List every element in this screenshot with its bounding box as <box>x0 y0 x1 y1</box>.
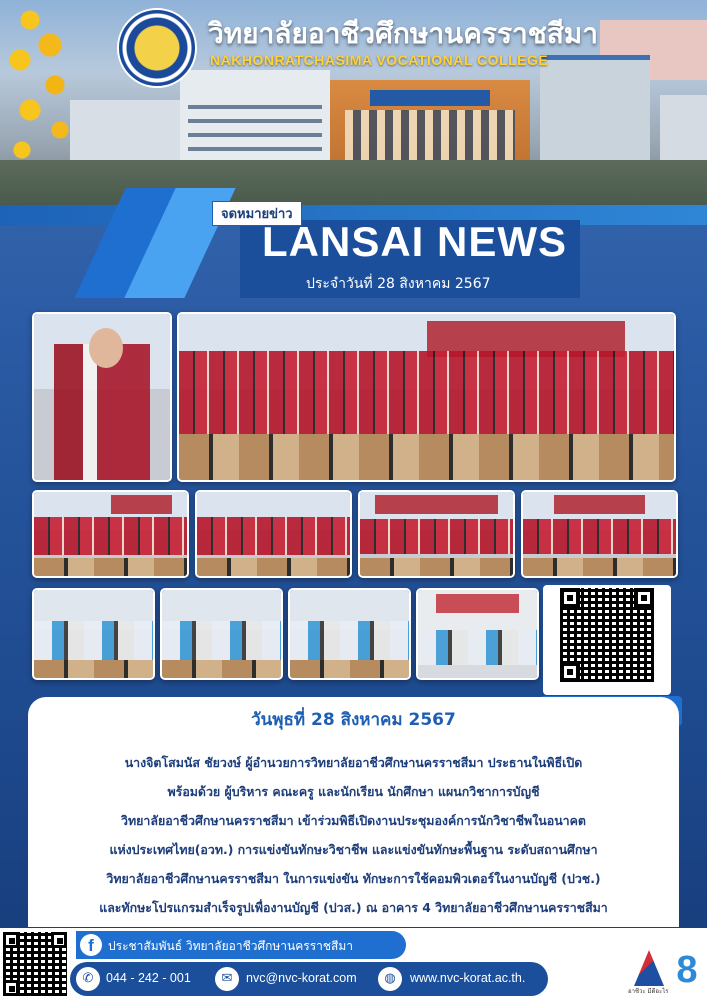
photo-competition-1 <box>32 588 155 680</box>
qr-finder <box>560 662 580 682</box>
article-line: วิทยาลัยอาชีวศึกษานครราชสีมา เข้าร่วมพิธีเปิดงานประชุมองค์การนักวิชาชีพในอนาคต <box>121 813 586 828</box>
photo-competition-2 <box>160 588 283 680</box>
article-line: วิทยาลัยอาชีวศึกษานครราชสีมา ในการแข่งขัน ทักษะการใช้คอมพิวเตอร์ในงานบัญชี (ปวช.) <box>106 871 601 886</box>
website-url[interactable]: www.nvc-korat.ac.th. <box>410 971 526 985</box>
photo-competition-4 <box>416 588 539 680</box>
phone-icon: ✆ <box>76 967 100 991</box>
photo-ceremony-4 <box>521 490 678 578</box>
photo-ceremony-2 <box>195 490 352 578</box>
college-seal-logo <box>117 8 197 88</box>
qr-finder <box>634 588 654 608</box>
facebook-icon: f <box>80 934 102 956</box>
article-line: นางจิตโสมนัส ชัยวงษ์ ผู้อำนวยการวิทยาลัยอาชีวศึกษานครราชสีมา ประธานในพิธีเปิด <box>124 755 583 770</box>
email-icon: ✉ <box>215 967 239 991</box>
issue-date: ประจำวันที่ 28 สิงหาคม 2567 <box>306 276 491 292</box>
photo-competition-3 <box>288 588 411 680</box>
qr-finder <box>560 588 580 608</box>
flower-decoration <box>0 0 80 170</box>
article-line: และทักษะโปรแกรมสำเร็จรูปเพื่องานบัญชี (ปวส.) ณ อาคาร 4 วิทยาลัยอาชีวศึกษานครราชสีมา <box>99 900 608 915</box>
photo-ceremony-1 <box>32 490 189 578</box>
photo-group-opening <box>177 312 676 482</box>
facebook-page-name[interactable]: ประชาสัมพันธ์ วิทยาลัยอาชีวศึกษานครราชสีมา <box>108 939 354 953</box>
photo-director-portrait <box>32 312 172 482</box>
qr-finder <box>3 980 19 996</box>
newsletter-label: จดหมายข่าว <box>212 201 302 226</box>
event-date: วันพุธที่ 28 สิงหาคม 2567 <box>251 710 456 730</box>
building <box>660 95 707 165</box>
email-address[interactable]: nvc@nvc-korat.com <box>246 971 357 985</box>
ovec-logo: 8 <box>676 949 698 991</box>
building <box>540 60 650 170</box>
phone-number[interactable]: 044 - 242 - 001 <box>106 971 191 985</box>
college-name-english: NAKHONRATCHASIMA VOCATIONAL COLLEGE <box>210 52 549 68</box>
newsletter-title: LANSAI NEWS <box>262 218 567 265</box>
college-name-thai: วิทยาลัยอาชีวศึกษานครราชสีมา <box>208 17 598 50</box>
globe-icon: ◍ <box>378 967 402 991</box>
campus-grounds <box>0 160 707 205</box>
qr-finder <box>3 932 19 948</box>
article-line: แห่งประเทศไทย(อวท.) การแข่งขันทักษะวิชาชีพ และแข่งขันทักษะพื้นฐาน ระดับสถานศึกษา <box>109 842 598 857</box>
photo-ceremony-3 <box>358 490 515 578</box>
vocational-logo-text: อาชีวะ มีดีอะไร <box>628 988 669 995</box>
qr-finder <box>51 932 67 948</box>
article-line: พร้อมด้วย ผู้บริหาร คณะครู และนักเรียน นักศึกษา แผนกวิชาการบัญชี <box>167 784 540 799</box>
building-sign <box>370 90 490 106</box>
